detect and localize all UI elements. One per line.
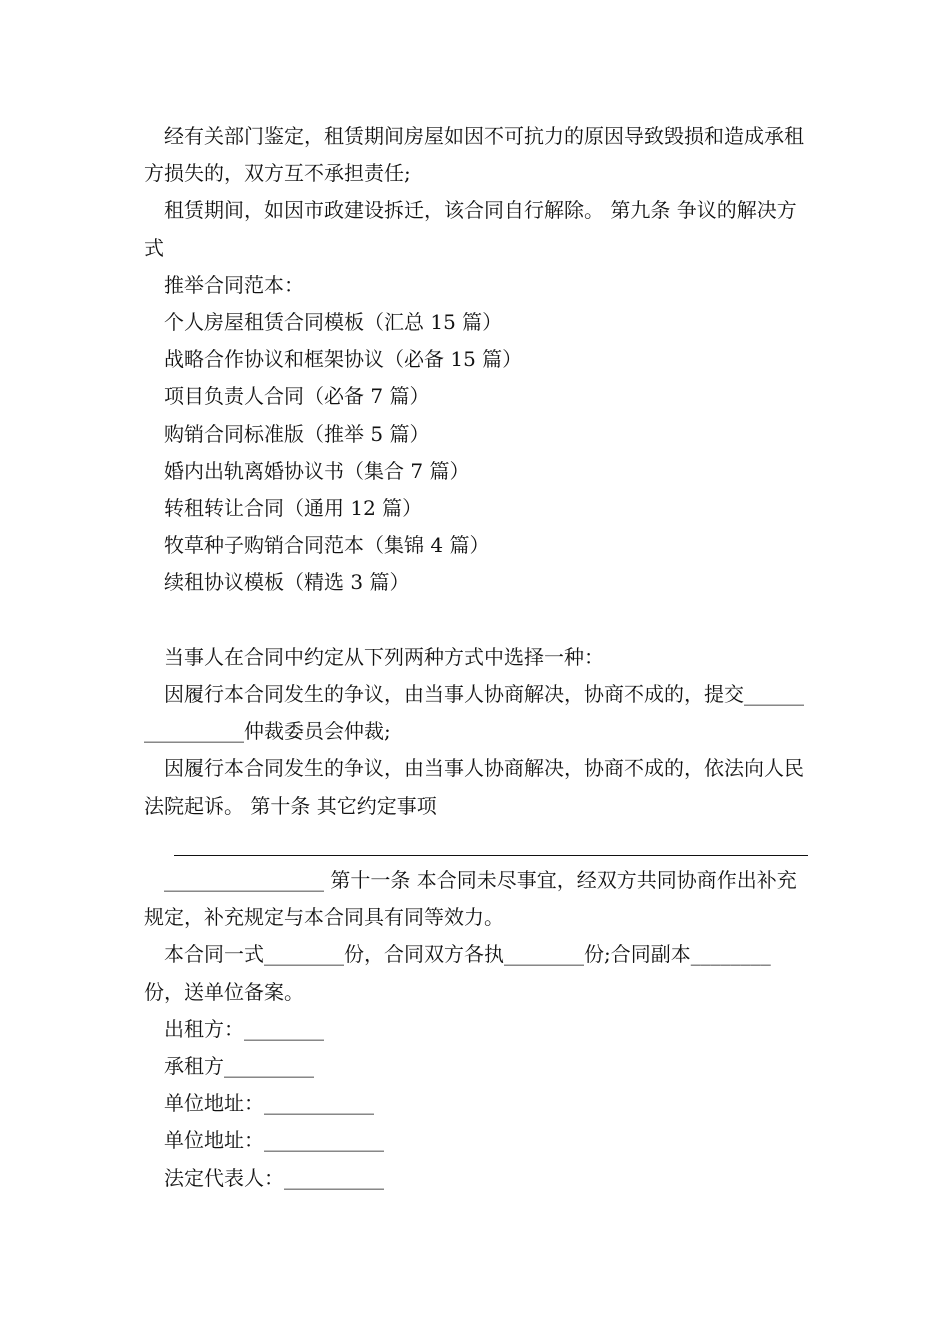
paragraph-eleventh-article: ________________ 第十一条 本合同未尽事宜，经双方共同协商作出补充规定，补充规定与本合同具有同等效力。 — [144, 868, 797, 930]
recommend-list — [144, 304, 808, 602]
recommend-list-item[interactable]: 战略合作协议和框架协议（必备 15 篇） — [164, 347, 523, 372]
recommend-list-item[interactable]: 转租转让合同（通用 12 篇） — [164, 496, 423, 521]
recommend-list-item[interactable]: 项目负责人合同（必备 7 篇） — [164, 384, 430, 409]
signature-lessor: 出租方：________ — [164, 1016, 324, 1041]
paragraph-force-majeure: 经有关部门鉴定，租赁期间房屋如因不可抗力的原因导致毁损和造成承租方损失的，双方互不承担责任; — [144, 124, 804, 186]
recommend-list-item[interactable]: 续租协议模板（精选 3 篇） — [164, 570, 410, 595]
recommend-list-item[interactable]: 婚内出轨离婚协议书（集合 7 篇） — [164, 458, 470, 483]
paragraph-court: 因履行本合同发生的争议，由当事人协商解决，协商不成的，依法向人民法院起诉。 第十条 其它约定事项 — [144, 756, 804, 818]
recommend-list-item[interactable]: 牧草种子购销合同范本（集锦 4 篇） — [164, 533, 490, 558]
paragraph-arbitration: 因履行本合同发生的争议，由当事人协商解决，协商不成的，提交________________仲裁委员会仲裁; — [144, 682, 804, 744]
signature-block — [144, 1011, 808, 1197]
signature-address-2: 单位地址：____________ — [164, 1128, 384, 1153]
signature-lessee: 承租方_________ — [164, 1054, 314, 1079]
recommend-list-item[interactable]: 购销合同标准版（推举 5 篇） — [164, 421, 430, 446]
recommend-heading: 推举合同范本： — [164, 272, 304, 297]
paragraph-copies: 本合同一式________份，合同双方各执________份;合同副本________份，送单位备案。 — [144, 942, 771, 1004]
underline-rule — [174, 855, 808, 856]
paragraph-choose-method: 当事人在合同中约定从下列两种方式中选择一种： — [164, 644, 604, 669]
other-terms-underline — [144, 825, 808, 862]
recommend-list-item[interactable]: 个人房屋租赁合同模板（汇总 15 篇） — [164, 310, 503, 335]
signature-legal-rep: 法定代表人：__________ — [164, 1165, 384, 1190]
document-body — [144, 118, 808, 1197]
paragraph-demolition: 租赁期间，如因市政建设拆迁，该合同自行解除。 第九条 争议的解决方式 — [144, 198, 797, 260]
blank-line — [144, 602, 808, 639]
signature-address-1: 单位地址：___________ — [164, 1091, 374, 1116]
